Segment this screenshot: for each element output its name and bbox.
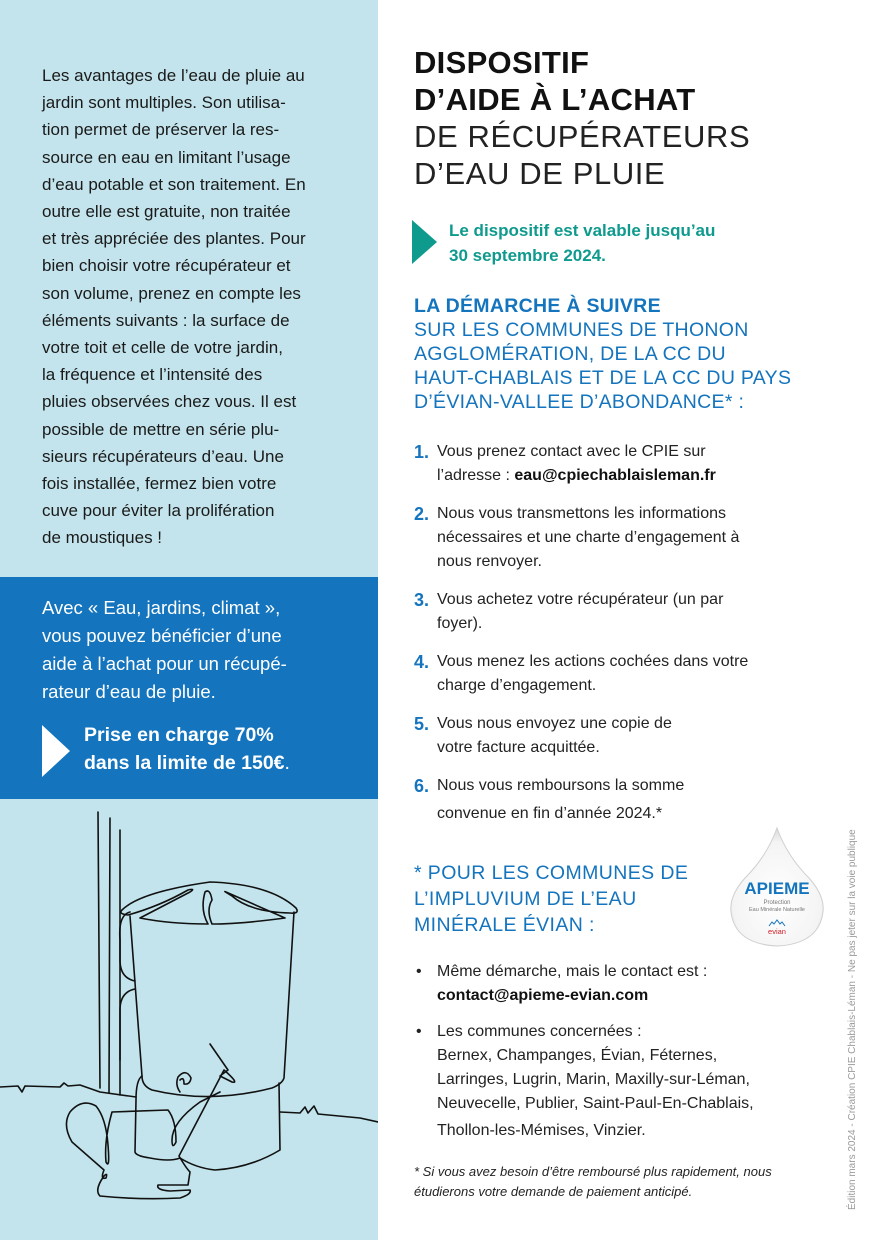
bullet-line: Les communes concernées : bbox=[437, 1023, 642, 1040]
page-title bbox=[414, 44, 814, 192]
watering-can bbox=[66, 1044, 234, 1199]
aid-line: rateur d’eau de pluie. bbox=[42, 681, 216, 702]
apieme-sub1: Protection bbox=[763, 900, 791, 906]
footnote-line: * Si vous avez besoin d’être remboursé plus rapidement, nous bbox=[414, 1164, 772, 1179]
arrow-right-icon bbox=[42, 725, 70, 777]
step-line-text: l’adresse : bbox=[437, 467, 515, 484]
step-line: Nous vous transmettons les informations bbox=[437, 505, 727, 522]
impluvium-line: L’IMPLUVIUM DE L’EAU bbox=[414, 888, 637, 910]
step-number: 5. bbox=[414, 714, 430, 734]
barrel-tap bbox=[177, 1073, 191, 1092]
validity-line: Le dispositif est valable jusqu’au bbox=[449, 221, 716, 240]
intro-line: votre toit et celle de votre jardin, bbox=[42, 338, 283, 358]
title-light-line: DE RÉCUPÉRATEURS bbox=[414, 119, 751, 154]
impluvium-line: * POUR LES COMMUNES DE bbox=[414, 862, 689, 884]
barrel-lid bbox=[121, 882, 297, 924]
ground-line bbox=[0, 1083, 136, 1097]
intro-line: bien choisir votre récupérateur et bbox=[42, 256, 291, 276]
footnote-line: étudierons votre demande de paiement anticipé. bbox=[414, 1184, 693, 1199]
aid-line: Avec « Eau, jardins, climat », bbox=[42, 597, 281, 618]
validity-text bbox=[449, 218, 715, 268]
step-number: 6. bbox=[414, 776, 430, 796]
apieme-logo bbox=[727, 826, 827, 948]
highlight-line bbox=[84, 749, 290, 777]
apieme-email-link[interactable]: contact@apieme-evian.com bbox=[437, 987, 649, 1004]
intro-line: la fréquence et l’intensité des bbox=[42, 365, 263, 385]
step-line: Nous vous remboursons la somme bbox=[437, 777, 685, 794]
step-line: convenue en fin d’année 2024.* bbox=[437, 805, 663, 822]
step-line: nécessaires et une charte d’engagement à bbox=[437, 529, 740, 546]
wall-line bbox=[98, 812, 100, 1088]
apieme-sub2: Eau Minérale Naturelle bbox=[749, 907, 805, 913]
steps-heading bbox=[414, 294, 834, 414]
commune-line: Thollon-les-Mémises, Vinzier. bbox=[437, 1122, 646, 1139]
step-item bbox=[414, 502, 814, 574]
validity-line: 30 septembre 2024. bbox=[449, 246, 606, 265]
bullet-item bbox=[414, 960, 824, 1008]
impluvium-heading bbox=[414, 860, 734, 938]
intro-line: sieurs récupérateurs d’eau. Une bbox=[42, 446, 284, 466]
aid-line: vous pouvez bénéficier d’une bbox=[42, 625, 282, 646]
step-number: 3. bbox=[414, 590, 430, 610]
intro-line: pluies observées chez vous. Il est bbox=[42, 392, 297, 412]
validity-notice bbox=[412, 218, 812, 268]
step-line: Vous achetez votre récupérateur (un par bbox=[437, 591, 724, 608]
wall-line bbox=[109, 818, 110, 1093]
step-line: nous renvoyer. bbox=[437, 553, 542, 570]
barrel-base bbox=[135, 1076, 280, 1170]
intro-line: possible de mettre en série plu- bbox=[42, 419, 280, 439]
arrow-right-icon bbox=[412, 220, 437, 264]
step-line bbox=[437, 464, 814, 488]
intro-line: de moustiques ! bbox=[42, 528, 163, 548]
step-line: votre facture acquittée. bbox=[437, 739, 600, 756]
intro-line: outre elle est gratuite, non traitée bbox=[42, 202, 291, 222]
step-line: charge d’engagement. bbox=[437, 677, 597, 694]
impluvium-line: MINÉRALE ÉVIAN : bbox=[414, 914, 595, 936]
steps-heading-line: SUR LES COMMUNES DE THONON bbox=[414, 319, 749, 341]
intro-line: d’eau potable et son traitement. En bbox=[42, 174, 306, 194]
highlight-line-text: dans la limite de 150€ bbox=[84, 752, 285, 774]
step-item bbox=[414, 712, 814, 760]
bullet-line: Même démarche, mais le contact est : bbox=[437, 963, 708, 980]
evian-brand: evian bbox=[768, 927, 786, 936]
aid-highlight-text bbox=[84, 721, 290, 777]
rain-barrel-watering-can-icon bbox=[0, 800, 378, 1240]
intro-line: éléments suivants : la surface de bbox=[42, 310, 290, 330]
aid-highlight bbox=[42, 721, 362, 781]
intro-line: fois installée, fermez bien votre bbox=[42, 474, 277, 494]
step-line: Vous prenez contact avec le CPIE sur bbox=[437, 443, 706, 460]
commune-line: Bernex, Champanges, Évian, Féternes, bbox=[437, 1047, 718, 1064]
step-item bbox=[414, 440, 814, 488]
intro-line: jardin sont multiples. Son utilisa- bbox=[42, 93, 286, 113]
title-light-line: D’EAU DE PLUIE bbox=[414, 156, 666, 191]
title-bold-line: DISPOSITIF bbox=[414, 45, 590, 80]
intro-line: source en eau en limitant l’usage bbox=[42, 147, 291, 167]
aid-line: aide à l’achat pour un récupé- bbox=[42, 653, 287, 674]
aid-text bbox=[42, 594, 342, 706]
bullet-dot: • bbox=[416, 963, 422, 980]
step-line: Vous nous envoyez une copie de bbox=[437, 715, 672, 732]
intro-paragraph bbox=[42, 62, 342, 552]
bullet-list bbox=[414, 960, 824, 1155]
edition-credit: Édition mars 2024 - Création CPIE Chablais-Léman - Ne pas jeter sur la voie publique bbox=[847, 829, 858, 1210]
footnote bbox=[414, 1162, 834, 1202]
step-item bbox=[414, 774, 814, 826]
intro-line: Les avantages de l’eau de pluie au bbox=[42, 66, 305, 85]
left-column bbox=[0, 0, 378, 1240]
highlight-line: Prise en charge 70% bbox=[84, 724, 274, 746]
ground-line bbox=[280, 1106, 378, 1122]
bullet-item bbox=[414, 1020, 824, 1143]
steps-heading-line: HAUT-CHABLAIS ET DE LA CC DU PAYS bbox=[414, 367, 792, 389]
steps-heading-line: D’ÉVIAN-VALLEE D’ABONDANCE* : bbox=[414, 391, 745, 413]
downpipe bbox=[120, 912, 135, 1060]
intro-line: et très appréciée des plantes. Pour bbox=[42, 229, 306, 249]
intro-line: son volume, prenez en compte les bbox=[42, 283, 301, 303]
cpie-email-link[interactable]: eau@cpiechablaisleman.fr bbox=[514, 467, 716, 484]
barrel-body bbox=[130, 912, 294, 1097]
step-line: Vous menez les actions cochées dans votre bbox=[437, 653, 749, 670]
commune-line: Larringes, Lugrin, Marin, Maxilly-sur-Léman, bbox=[437, 1071, 750, 1088]
step-item bbox=[414, 650, 814, 698]
step-item bbox=[414, 588, 814, 636]
commune-line: Neuvecelle, Publier, Saint-Paul-En-Chablais, bbox=[437, 1095, 754, 1112]
aid-box bbox=[0, 577, 378, 799]
step-number: 4. bbox=[414, 652, 430, 672]
steps-heading-line: AGGLOMÉRATION, DE LA CC DU bbox=[414, 343, 726, 365]
highlight-period: . bbox=[284, 752, 290, 774]
steps-list bbox=[414, 440, 814, 840]
step-number: 1. bbox=[414, 442, 430, 462]
intro-line: cuve pour éviter la prolifération bbox=[42, 501, 275, 521]
title-bold-line: D’AIDE À L’ACHAT bbox=[414, 82, 696, 117]
intro-line: tion permet de préserver la res- bbox=[42, 120, 280, 140]
apieme-name: APIEME bbox=[744, 879, 810, 898]
step-line: foyer). bbox=[437, 615, 483, 632]
bullet-dot: • bbox=[416, 1023, 422, 1040]
step-number: 2. bbox=[414, 504, 430, 524]
steps-heading-bold: LA DÉMARCHE À SUIVRE bbox=[414, 295, 661, 317]
